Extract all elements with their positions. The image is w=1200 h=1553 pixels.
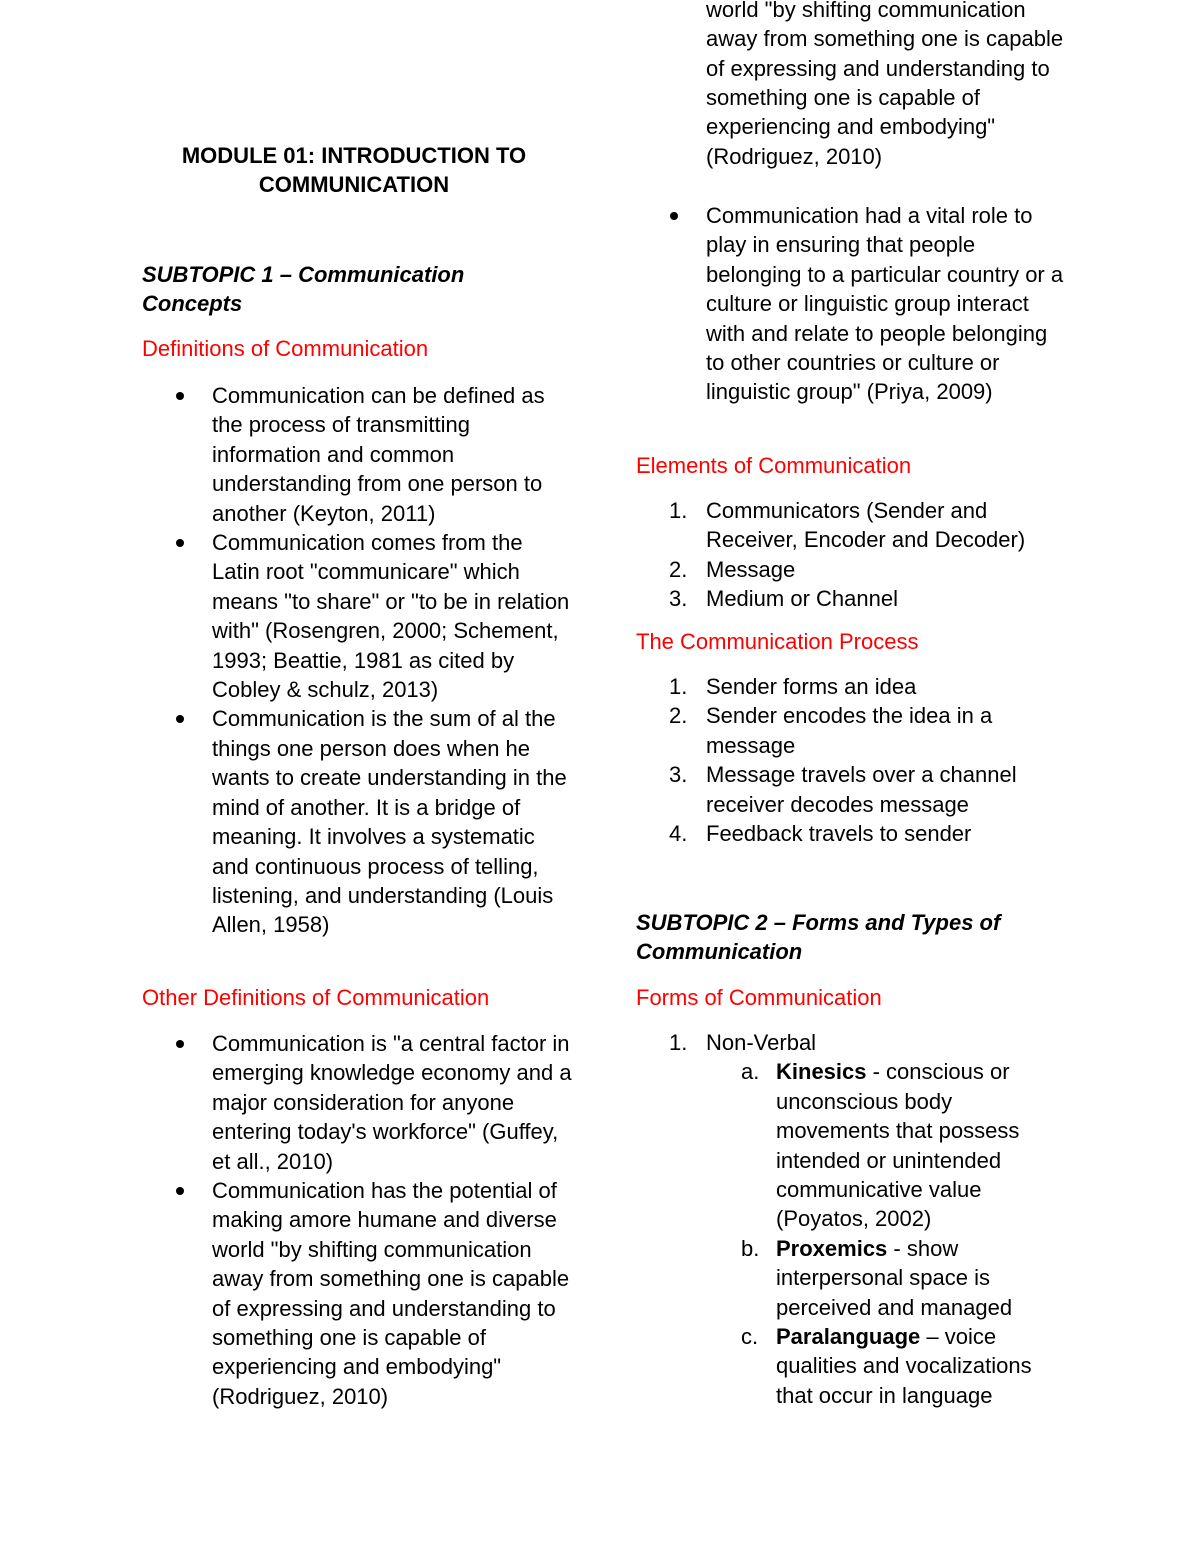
subtopic-2-heading — [636, 908, 1076, 966]
other-definitions-heading: Other Definitions of Communication — [142, 985, 490, 1010]
list-item: Communication has the potential of making amore humane and diverse world "by shifting communication away from something one is capable of expressing and understanding to something one is capable of experiencing and embodying" (Rodriguez, 2010) — [142, 1176, 572, 1382]
definitions-heading: Definitions of Communication — [142, 336, 429, 361]
list-item — [636, 496, 1066, 555]
sub-list-item — [636, 1234, 1066, 1322]
subtopic-2-line-1: SUBTOPIC 2 – Forms and Types of — [636, 910, 1001, 935]
list-item — [636, 701, 1066, 760]
sub-list-item — [636, 1057, 1066, 1233]
list-item: Communication can be defined as the process of transmitting information and common understanding from one person to another (Keyton, 2011) — [142, 381, 572, 528]
item-text: Medium or Channel — [706, 586, 898, 612]
other-definitions-list — [142, 1029, 572, 1409]
term-definition: - show interpersonal space is perceived and managed — [776, 1235, 1013, 1320]
item-text: Communicators (Sender and Receiver, Encoder and Decoder) — [706, 498, 1026, 553]
continued-list — [636, 0, 1066, 171]
elements-list — [636, 496, 1066, 614]
term: Kinesics — [776, 1059, 867, 1085]
continued-item-window — [636, 0, 1076, 195]
page-title — [142, 141, 566, 199]
list-item: Communication had a vital role to play in ensuring that people belonging to a particular country or a culture or linguistic group interact with and relate to people belonging to other countries or culture or linguistic group" (Priya, 2009) — [636, 201, 1066, 407]
list-item — [636, 672, 1066, 701]
term: Proxemics — [776, 1235, 888, 1261]
term-definition: - conscious or unconscious body movements that possess intended or unintended communicative value (Poyatos, 2002) — [776, 1059, 1020, 1232]
process-heading: The Communication Process — [636, 629, 919, 654]
list-item: Communication is the sum of al the things one person does when he wants to create understanding in the mind of another. It is a bridge of meaning. It involves a systematic and continuous process of telling, listening, and understanding (Louis Allen, 1958) — [142, 704, 572, 939]
item-number: 2. — [669, 703, 688, 729]
item-number: 1. — [669, 498, 688, 523]
title-line-1: MODULE 01: INTRODUCTION TO — [181, 143, 527, 168]
item-number: 1. — [669, 674, 688, 699]
term: Paralanguage — [776, 1324, 921, 1350]
list-item-continued: world "by shifting communication away from something one is capable of expressing and understanding to something one is capable of experiencing and embodying" (Rodriguez, 2010) — [706, 0, 1064, 169]
sub-list-item — [636, 1322, 1066, 1410]
list-item — [636, 555, 1066, 584]
term-definition: – voice qualities and vocalizations that occur in language — [776, 1324, 1032, 1408]
item-letter: b. — [741, 1235, 760, 1261]
item-text: Sender encodes the idea in a message — [706, 703, 993, 758]
list-item — [636, 1028, 1066, 1057]
list-item — [636, 584, 1066, 613]
item-number: 4. — [669, 821, 688, 847]
item-letter: c. — [741, 1324, 759, 1350]
item-number: 1. — [669, 1030, 688, 1055]
subtopic-1-heading — [142, 260, 464, 318]
subtopic-2-line-2: Communication — [636, 939, 803, 964]
item-text: Sender forms an idea — [706, 674, 917, 699]
item-letter: a. — [741, 1059, 760, 1085]
list-item — [636, 760, 1066, 819]
elements-heading: Elements of Communication — [636, 453, 912, 478]
list-item: Communication is "a central factor in emerging knowledge economy and a major consideration for anyone entering today's workforce" (Guffey, et all., 2010) — [142, 1029, 572, 1176]
item-text: Message travels over a channel receiver decodes message — [706, 762, 1017, 817]
item-text: Feedback travels to sender — [706, 821, 972, 847]
item-number: 3. — [669, 586, 688, 612]
item-number: 2. — [669, 556, 688, 582]
subtopic-1-line-1: SUBTOPIC 1 – Communication — [142, 262, 465, 287]
subtopic-1-line-2: Concepts — [142, 291, 243, 316]
other-definitions-list-continued — [636, 201, 1066, 407]
forms-list — [636, 1028, 1066, 1410]
item-text: Message — [706, 556, 796, 582]
process-list — [636, 672, 1066, 848]
list-item: Communication comes from the Latin root "communicare" which means "to share" or "to be in relation with" (Rosengren, 2000; Schement, 1993; Beattie, 1981 as cited by Cobley & schulz, 2013) — [142, 528, 572, 704]
item-text: Non-Verbal — [706, 1030, 817, 1055]
list-item — [636, 819, 1066, 848]
title-line-2: COMMUNICATION — [258, 172, 450, 197]
definitions-list — [142, 381, 572, 940]
item-number: 3. — [669, 762, 688, 788]
forms-heading: Forms of Communication — [636, 985, 882, 1010]
